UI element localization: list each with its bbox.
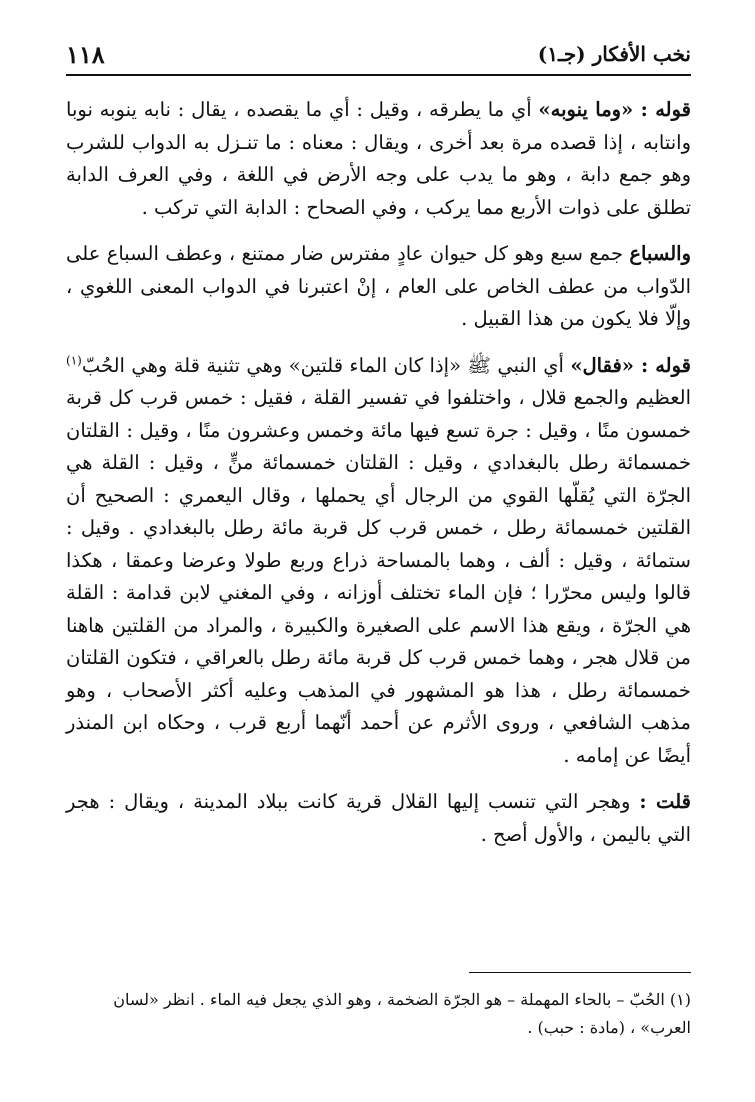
footnotes — [66, 986, 691, 1042]
paragraph — [66, 350, 691, 773]
paragraph-text: أي ما يطرقه ، وقيل : أي ما يقصده ، يقال : نابه ينوبه نوبا وانتابه ، إذا قصده مرة بعد أخرى ، ويقال : معناه : ما تنـزل به الدواب للشرب وهو جمع دابة ، وهو ما يدب على وجه الأرض في اللغة ، وفي العرف الدابة تطلق على ذوات الأربع مما يركب ، وفي الصحاح : الدابة التي تركب . — [66, 98, 691, 219]
footnote-number: (١) — [669, 990, 691, 1009]
page-header — [66, 40, 691, 82]
paragraph-text: العظيم والجمع قلال ، واختلفوا في تفسير القلة ، فقيل : خمس قرب كل قربة خمسون منًا ، وقيل : جرة تسع فيها مائة وخمس وعشرون منًا ، وقيل : القلتان خمسمائة رطل بالبغدادي ، وقيل : القلتان خمسمائة منٍّ ، وقيل : القلة هي الجرّة التي يُقلّها القوي من الرجال أي يحملها ، وقال اليعمري : الصحيح أن القلتين خمسمائة رطل ، خمس قرب كل قربة مائة رطل بالبغدادي . وقيل : ستمائة ، وقيل : ألف ، وهما بالمساحة ذراع وربع طولا وعرضا وعمقا ، هكذا قالوا وليس محرّرا ؛ فإن الماء تختلف أوزانه ، وفي المغني لابن قدامة : القلة هي الجرّة ، ويقع هذا الاسم على الصغيرة والكبيرة ، والمراد من القلتين هاهنا من قلال هجر ، وهما خمس قرب كل قربة مائة رطل بالعراقي ، فتكون القلتان خمسمائة رطل ، هذا هو المشهور في المذهب وعليه أكثر الأصحاب ، وهو مذهب الشافعي ، وروى الأثرم عن أحمد أنّهما أربع قرب ، وحكاه ابن المنذر أيضًا عن إمامه . — [66, 386, 691, 767]
paragraph-lead: قوله : «وما ينوبه» — [538, 98, 691, 121]
running-title: نخب الأفكار (جـ١) — [537, 42, 691, 66]
paragraph-lead: قلت : — [639, 790, 691, 813]
paragraph — [66, 94, 691, 224]
footnote — [66, 986, 691, 1042]
main-text — [66, 94, 691, 851]
page-number: ١١٨ — [66, 40, 105, 69]
header-rule — [66, 74, 691, 76]
footnote-marker[interactable]: (١) — [66, 353, 82, 367]
paragraph-lead: قوله : «فقال» — [570, 353, 691, 377]
paragraph-lead: والسباع — [629, 242, 691, 265]
paragraph-text: أي النبي ﷺ «إذا كان الماء قلتين» وهي تثنية قلة وهي الحُبّ — [81, 353, 571, 377]
paragraph-text: جمع سبع وهو كل حيوان عادٍ مفترس ضار ممتنع ، وعطف السباع على الدّواب من عطف الخاص على العام ، إنْ اعتبرنا في الدواب المعنى اللغوي ، وإلّا فلا يكون من هذا القبيل . — [66, 242, 691, 330]
paragraph-text: وهجر التي تنسب إليها القلال قرية كانت ببلاد المدينة ، ويقال : هجر التي باليمن ، والأول أصح . — [66, 790, 691, 846]
footnote-text: الحُبّ – بالحاء المهملة – هو الجرّة الضخمة ، وهو الذي يجعل فيه الماء . انظر «لسان العرب» ، (مادة : حبب) . — [113, 990, 691, 1037]
paragraph — [66, 786, 691, 851]
footnote-rule — [469, 972, 691, 973]
paragraph — [66, 238, 691, 336]
